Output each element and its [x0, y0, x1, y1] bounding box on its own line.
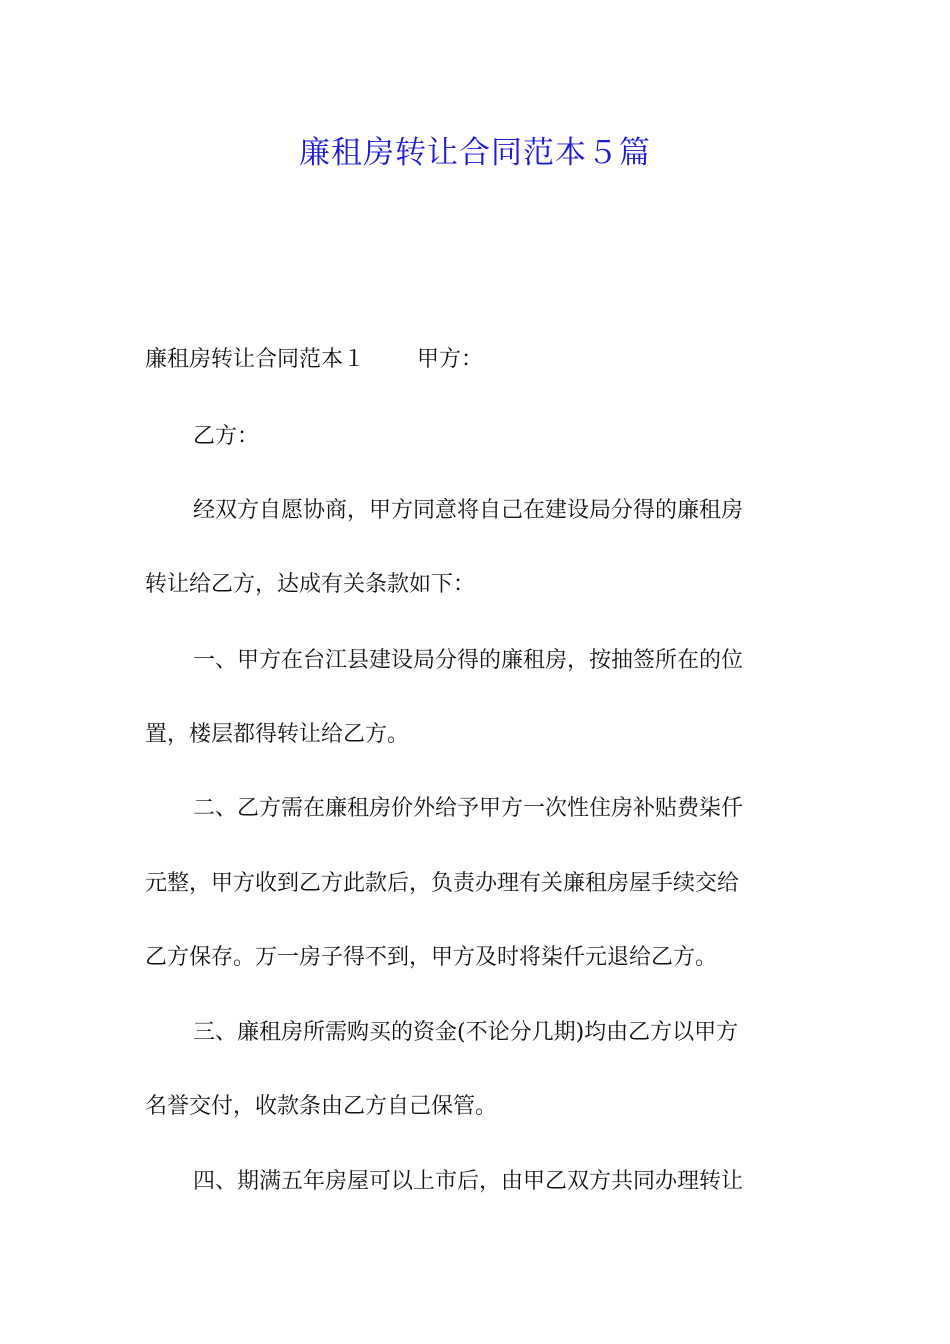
clause-2-line: 元整，甲方收到乙方此款后，负责办理有关廉租房屋手续交给 — [145, 871, 740, 896]
clause-3-line: 名誉交付，收款条由乙方自己保管。 — [145, 1094, 498, 1119]
clause-2-line: 乙方保存。万一房子得不到，甲方及时将柒仟元退给乙方。 — [145, 945, 718, 970]
document-title: 廉租房转让合同范本５篇 — [299, 135, 651, 171]
clause-1-line: 一、甲方在台江县建设局分得的廉租房，按抽签所在的位 — [193, 648, 744, 673]
clause-1-line: 置，楼层都得转让给乙方。 — [145, 722, 410, 747]
clause-2-line: 二、乙方需在廉租房价外给予甲方一次性住房补贴费柒仟 — [193, 796, 744, 821]
clause-3-line: 三、廉租房所需购买的资金(不论分几期)均由乙方以甲方 — [193, 1020, 739, 1045]
paragraph-line: 转让给乙方，达成有关条款如下： — [145, 572, 476, 597]
section-heading-line — [145, 344, 483, 376]
party-b-label: 乙方： — [193, 424, 260, 449]
section-heading: 廉租房转让合同范本１ — [145, 347, 366, 372]
paragraph-line: 经双方自愿协商，甲方同意将自己在建设局分得的廉租房 — [193, 498, 744, 523]
clause-4-line: 四、期满五年房屋可以上市后，由甲乙双方共同办理转让 — [193, 1169, 744, 1194]
party-a-label: 甲方： — [417, 347, 484, 372]
